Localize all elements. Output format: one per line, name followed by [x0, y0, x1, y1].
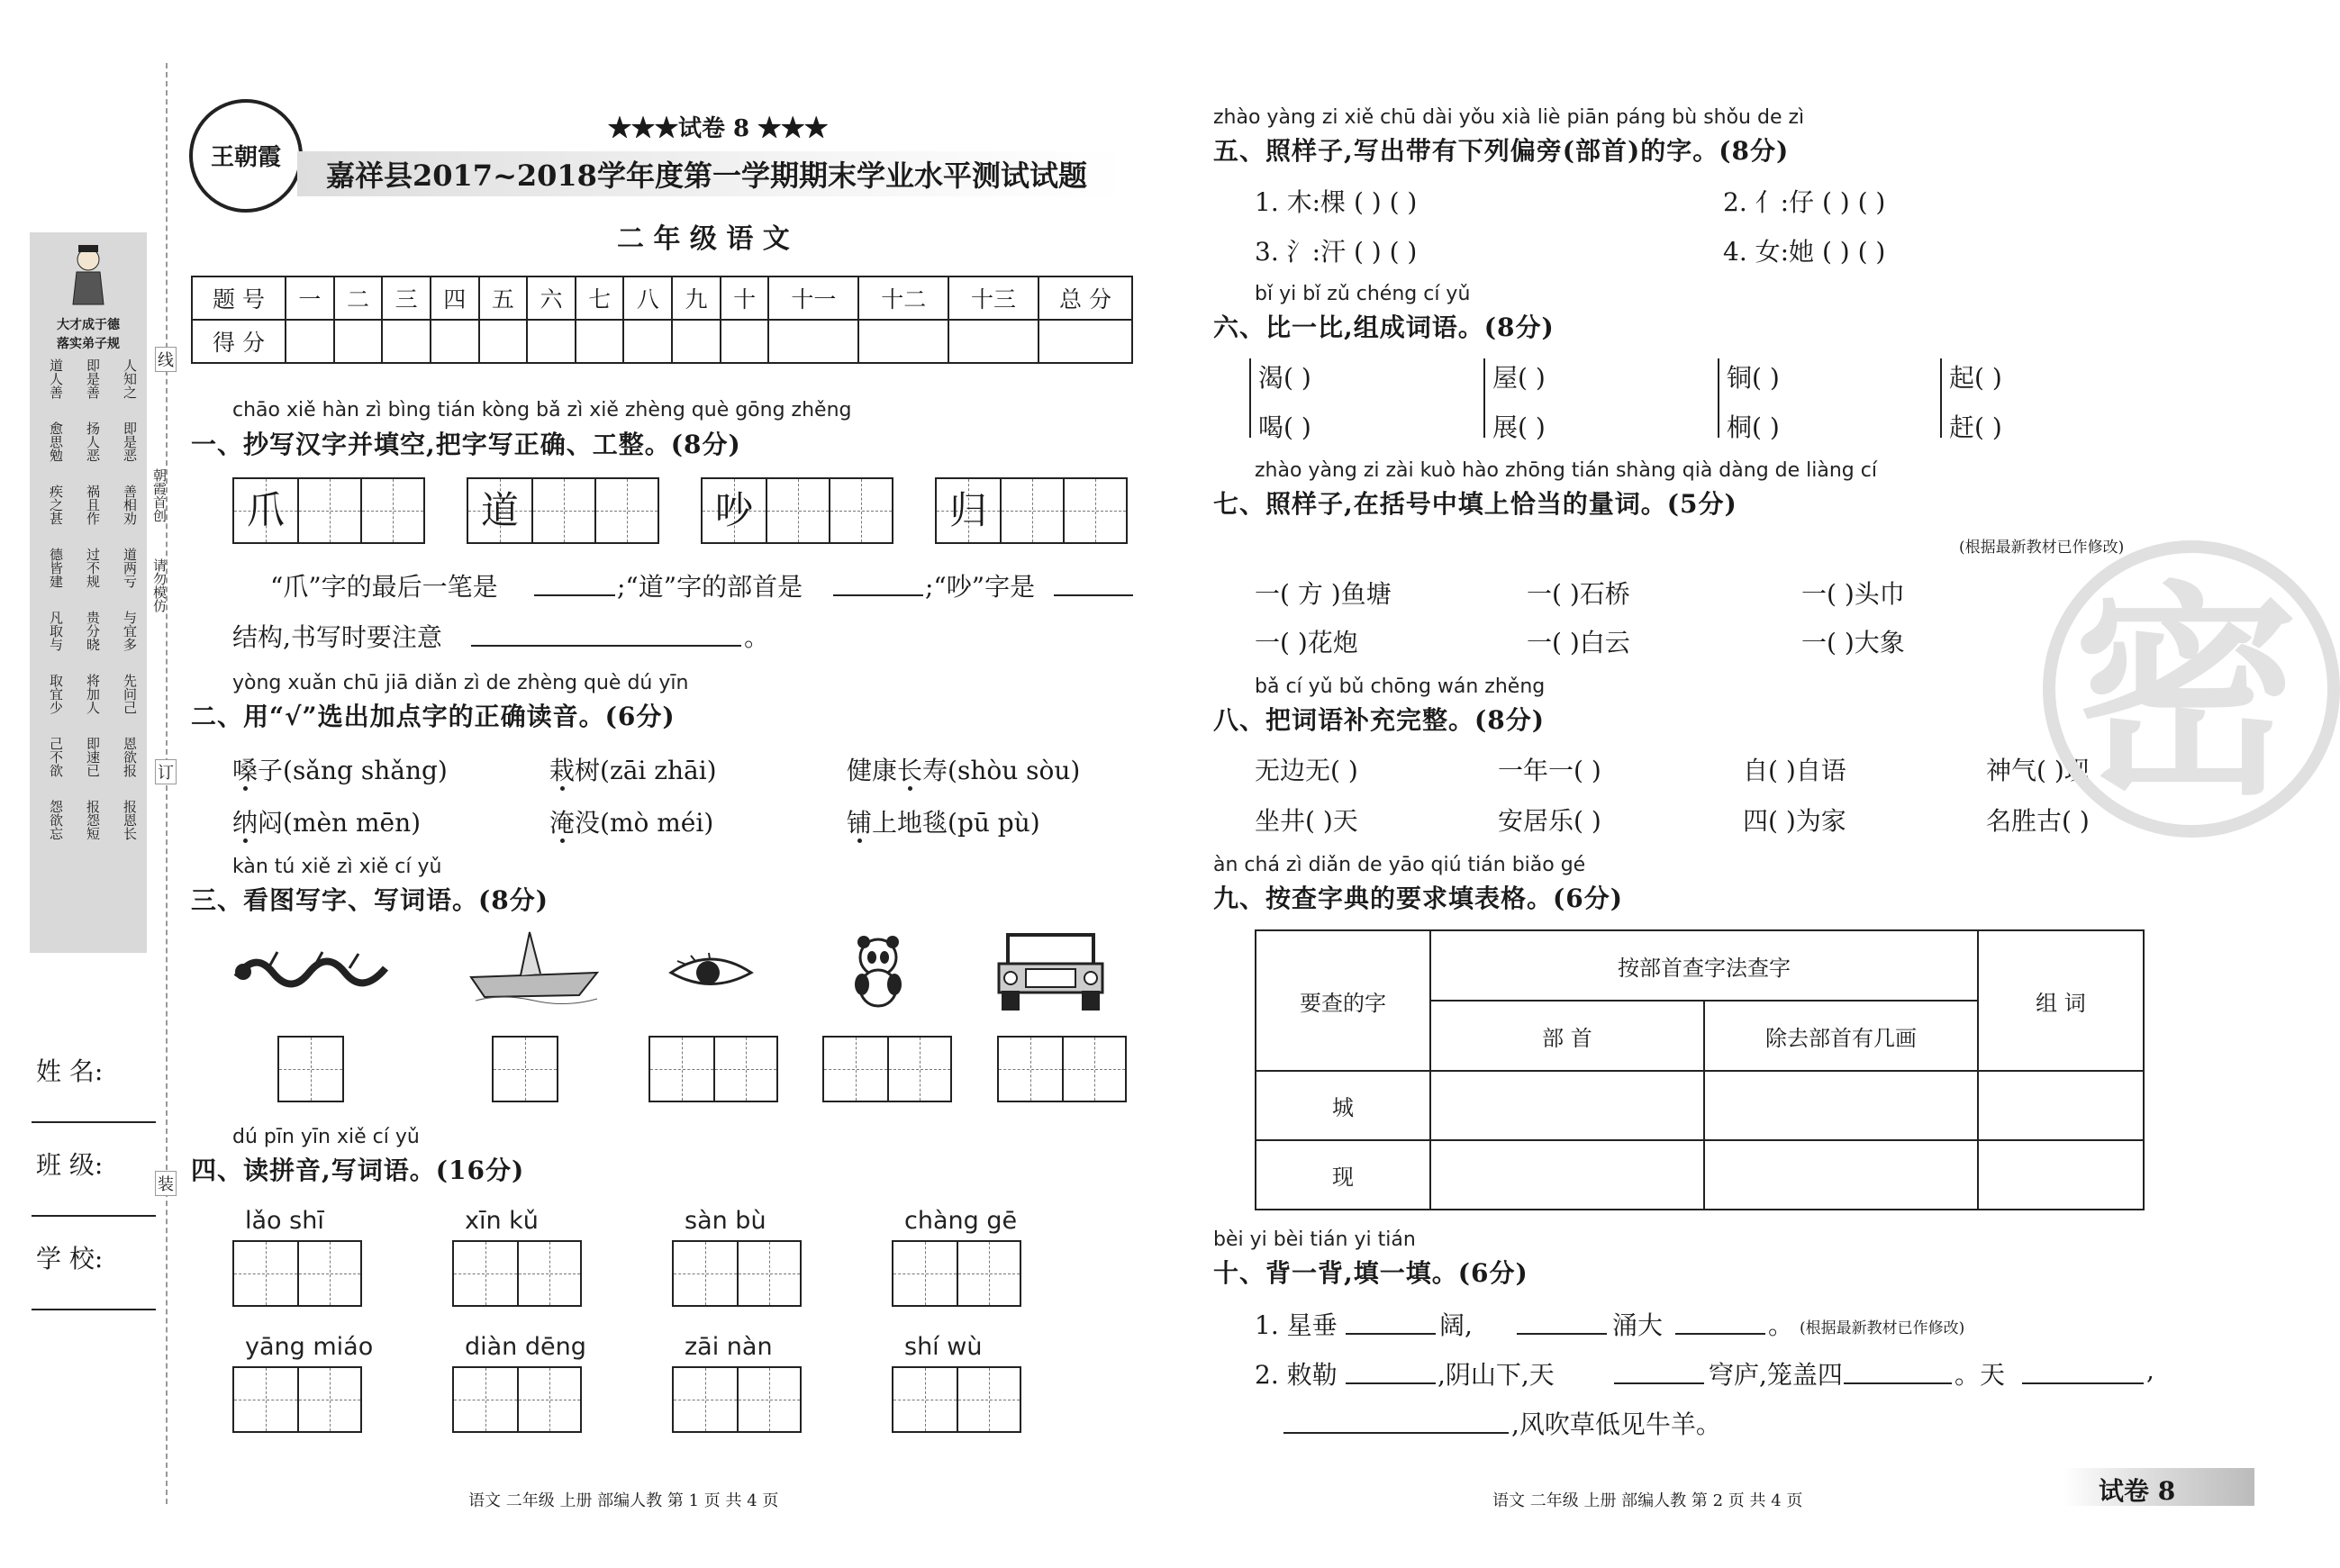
score-header-cell: 总 分 — [1038, 276, 1132, 320]
proverb-column: 即是善 — [85, 358, 101, 399]
name-field[interactable] — [32, 1121, 156, 1123]
jeep-picture — [994, 928, 1107, 1017]
subject-title: 二 年 级 语 文 — [617, 223, 790, 255]
q4-answer-grid[interactable] — [232, 1366, 362, 1433]
q7-item-3: 一( )头巾 — [1801, 579, 1905, 609]
grid-cell[interactable] — [1000, 479, 1063, 542]
score-cell[interactable] — [672, 320, 721, 363]
footer-left: 语文 二年级 上册 部编人教 第 1 页 共 4 页 — [468, 1491, 779, 1510]
proverb-column: 德皆建 — [48, 548, 64, 588]
q7-note: (根据最新教材已作修改) — [1959, 539, 2125, 557]
q2-item-5: 淹没(mò méi) — [549, 808, 714, 838]
q4-pinyin-word: lǎo shī — [245, 1207, 324, 1235]
proverb-block — [48, 358, 138, 412]
grid-cell[interactable] — [1063, 479, 1126, 542]
q1-title: 一、抄写汉字并填空,把字写正确、工整。(8分) — [191, 430, 741, 459]
grid-cell[interactable] — [893, 1368, 957, 1431]
dict-row-char: 城 — [1256, 1071, 1430, 1140]
q8-item-4: 神气( )现 — [1986, 756, 2090, 785]
logo-text: 王朝霞 — [210, 144, 281, 171]
model-character: 爪 — [246, 488, 285, 532]
proverb-block — [48, 548, 138, 602]
q8-item-8: 名胜古( ) — [1986, 806, 2090, 836]
grid-cell[interactable] — [517, 1368, 580, 1431]
proverb-block — [48, 421, 138, 476]
q4-pinyin-word: zāi nàn — [685, 1333, 773, 1361]
q6-word: 铜( ) — [1727, 363, 1780, 393]
proverb-column: 过不规 — [85, 548, 101, 588]
score-header-cell: 十一 — [768, 276, 858, 320]
score-cell[interactable] — [721, 320, 769, 363]
proverb-column: 报怨短 — [85, 800, 101, 840]
model-character: 归 — [948, 488, 987, 532]
q1-copy-grid[interactable] — [701, 477, 893, 544]
q10-2b: ,阴山下,天 — [1438, 1360, 1555, 1390]
fold-mark-ding: 订 — [155, 759, 177, 784]
proverb-column: 己不欲 — [48, 737, 64, 777]
watermark-text: 密 — [2073, 560, 2299, 825]
grid-cell[interactable] — [234, 1242, 297, 1305]
q8-item-5: 坐井( )天 — [1255, 806, 1358, 836]
q6-word: 赶( ) — [1949, 412, 2002, 442]
q4-answer-grid[interactable] — [232, 1240, 362, 1307]
q1-blank-4[interactable] — [471, 645, 741, 647]
q1-blank-text-b: ;“道”字的部首是 — [617, 572, 803, 602]
q10-blank-5[interactable] — [1614, 1382, 1704, 1384]
fold-mark-original: 朝霞首创 — [151, 468, 168, 522]
dict-cell[interactable] — [1978, 1140, 2144, 1210]
dict-row-char: 现 — [1256, 1140, 1430, 1210]
q10-blank-7[interactable] — [2022, 1382, 2144, 1384]
score-header-cell: 七 — [576, 276, 624, 320]
q4-answer-grid[interactable] — [452, 1366, 582, 1433]
q8-item-6: 安居乐( ) — [1498, 806, 1601, 836]
proverb-column: 将加人 — [85, 674, 101, 714]
q10-2a: 2. 敕勒 — [1255, 1360, 1338, 1390]
proverb-column: 即速已 — [85, 737, 101, 777]
q6-brace — [1718, 358, 1719, 438]
dict-head-radical: 部 首 — [1430, 1001, 1704, 1071]
grid-cell[interactable] — [737, 1368, 800, 1431]
grid-cell[interactable] — [517, 1242, 580, 1305]
fold-mark-nocopy: 请勿模仿 — [151, 558, 168, 612]
grid-cell[interactable] — [713, 1038, 776, 1101]
q10-blank-4[interactable] — [1346, 1382, 1436, 1384]
grid-cell[interactable] — [829, 479, 892, 542]
q10-blank-3[interactable] — [1675, 1333, 1765, 1335]
proverb-column: 贵分晓 — [85, 611, 101, 651]
q4-answer-grid[interactable] — [672, 1366, 802, 1433]
score-header-cell: 十 — [721, 276, 769, 320]
score-cell[interactable] — [286, 320, 334, 363]
name-label: 姓 名: — [36, 1056, 104, 1086]
q4-pinyin-word: yāng miáo — [245, 1333, 374, 1361]
score-header-cell: 十三 — [948, 276, 1038, 320]
q10-blank-2[interactable] — [1517, 1333, 1607, 1335]
q10-3: ,风吹草低见牛羊。 — [1511, 1409, 1721, 1439]
q4-pinyin-word: sàn bù — [685, 1207, 766, 1235]
q3-answer-grid[interactable] — [997, 1036, 1127, 1102]
q2-item-4: 纳闷(mèn mēn) — [232, 808, 422, 838]
q6-brace — [1940, 358, 1942, 438]
grid-cell[interactable] — [468, 479, 531, 542]
grid-cell[interactable] — [360, 479, 423, 542]
q6-word: 渴( ) — [1258, 363, 1311, 393]
grid-cell[interactable] — [454, 1368, 517, 1431]
q1-copy-grid[interactable] — [232, 477, 425, 544]
q5-item-3: 3. 氵:汗 ( ) ( ) — [1255, 237, 1418, 267]
q1-copy-grid[interactable] — [935, 477, 1128, 544]
q4-answer-grid[interactable] — [672, 1240, 802, 1307]
motto-2: 落实弟子规 — [57, 337, 120, 351]
q1-line2-end: 。 — [744, 622, 770, 652]
score-cell[interactable] — [382, 320, 431, 363]
proverb-column: 善相劝 — [122, 485, 138, 525]
paper-tag-footer — [2063, 1468, 2254, 1506]
model-character: 道 — [480, 488, 519, 532]
class-label: 班 级: — [36, 1150, 104, 1180]
q6-word: 桐( ) — [1727, 412, 1780, 442]
score-header-row — [192, 276, 1132, 320]
proverb-block — [48, 485, 138, 539]
score-cell[interactable] — [948, 320, 1038, 363]
q2-item-1: 嗓子(sǎng shǎng) — [232, 756, 448, 785]
logo — [189, 99, 303, 213]
scholar-figure — [66, 243, 111, 306]
q1-blank-2[interactable] — [833, 594, 923, 596]
grid-cell[interactable] — [1062, 1038, 1125, 1101]
q2-item-6: 铺上地毯(pū pù) — [847, 808, 1040, 838]
q5-item-2: 2. 亻:仔 ( ) ( ) — [1723, 187, 1886, 217]
proverb-column: 恩欲报 — [122, 737, 138, 777]
q10-blank-1[interactable] — [1346, 1333, 1436, 1335]
grid-cell[interactable] — [234, 1368, 297, 1431]
grid-cell[interactable] — [957, 1242, 1020, 1305]
grid-cell[interactable] — [937, 479, 1000, 542]
q7-item-2: 一( )石桥 — [1527, 579, 1630, 609]
grid-cell[interactable] — [893, 1242, 957, 1305]
score-header-cell: 六 — [527, 276, 576, 320]
proverb-column: 祸且作 — [85, 485, 101, 525]
q4-answer-grid[interactable] — [892, 1366, 1021, 1433]
q1-blank-1[interactable] — [534, 594, 615, 596]
q6-word: 屋( ) — [1492, 363, 1546, 393]
q3-answer-grid[interactable] — [492, 1036, 558, 1102]
dict-head-strokes: 除去部首有几画 — [1704, 1001, 1978, 1071]
q4-answer-grid[interactable] — [892, 1240, 1021, 1307]
grid-cell[interactable] — [824, 1038, 887, 1101]
q10-note: (根据最新教材已作修改) — [1800, 1319, 1965, 1337]
score-header-cell: 三 — [382, 276, 431, 320]
score-header-cell: 十二 — [858, 276, 948, 320]
panda-picture — [842, 932, 914, 1012]
q4-title: 四、读拼音,写词语。(16分) — [191, 1156, 525, 1185]
grid-cell[interactable] — [674, 1242, 737, 1305]
score-cell[interactable] — [858, 320, 948, 363]
fold-mark-zhuang: 装 — [155, 1171, 177, 1196]
q6-brace — [1249, 358, 1251, 438]
dict-cell[interactable] — [1430, 1071, 1704, 1140]
q8-item-2: 一年一( ) — [1498, 756, 1601, 785]
motto-1: 大才成于德 — [57, 318, 120, 332]
q5-item-4: 4. 女:她 ( ) ( ) — [1723, 237, 1886, 267]
proverb-column: 人知之 — [122, 358, 138, 399]
proverb-column: 道两亏 — [122, 548, 138, 588]
score-header-cell: 题 号 — [192, 276, 286, 320]
grid-cell[interactable] — [737, 1242, 800, 1305]
class-field[interactable] — [32, 1215, 156, 1217]
q8-item-1: 无边无( ) — [1255, 756, 1358, 785]
score-value-row — [192, 320, 1132, 363]
score-cell[interactable] — [623, 320, 672, 363]
secret-watermark — [2043, 540, 2340, 838]
score-header-cell: 一 — [286, 276, 334, 320]
grid-cell[interactable] — [297, 479, 360, 542]
grid-cell[interactable] — [674, 1368, 737, 1431]
q1-blank-3[interactable] — [1054, 594, 1133, 596]
q10-blank-6[interactable] — [1844, 1382, 1952, 1384]
q4-pinyin-word: chàng gē — [904, 1207, 1018, 1235]
q4-pinyin-word: diàn dēng — [465, 1333, 586, 1361]
q5-pinyin: zhào yàng zi xiě chū dài yǒu xià liè piān páng bù shǒu de zì — [1213, 106, 1805, 129]
q8-pinyin: bǎ cí yǔ bǔ chōng wán zhěng — [1255, 675, 1546, 698]
score-header-cell: 五 — [479, 276, 528, 320]
dict-head-char: 要查的字 — [1256, 930, 1430, 1071]
dict-head-group: 按部首查字法查字 — [1430, 930, 1978, 1001]
q4-pinyin-word: shí wù — [904, 1333, 983, 1361]
proverb-column: 报恩长 — [122, 800, 138, 840]
grid-cell[interactable] — [594, 479, 658, 542]
footer-right: 语文 二年级 上册 部编人教 第 2 页 共 4 页 — [1492, 1491, 1803, 1510]
score-header-cell: 九 — [672, 276, 721, 320]
q7-pinyin: zhào yàng zi zài kuò hào zhōng tián shàng qià dàng de liàng cí — [1255, 459, 1877, 482]
exam-title: 嘉祥县2017~2018学年度第一学期期末学业水平测试试题 — [326, 159, 1087, 193]
grid-cell[interactable] — [887, 1038, 950, 1101]
grid-cell[interactable] — [454, 1242, 517, 1305]
q3-pinyin: kàn tú xiě zì xiě cí yǔ — [232, 856, 442, 878]
q8-item-7: 四( )为家 — [1743, 806, 1846, 836]
q6-brace — [1483, 358, 1485, 438]
grid-cell[interactable] — [297, 1242, 360, 1305]
grid-cell[interactable] — [297, 1368, 360, 1431]
q5-title: 五、照样子,写出带有下列偏旁(部首)的字。(8分) — [1213, 136, 1790, 166]
q10-2c: 穹庐,笼盖四 — [1709, 1360, 1843, 1390]
school-label: 学 校: — [36, 1244, 104, 1273]
dict-cell[interactable] — [1430, 1140, 1704, 1210]
score-cell[interactable] — [479, 320, 528, 363]
q6-title: 六、比一比,组成词语。(8分) — [1213, 313, 1555, 342]
proverb-column: 道人善 — [48, 358, 64, 399]
dict-head-words: 组 词 — [1978, 930, 2144, 1071]
q3-title: 三、看图写字、写词语。(8分) — [191, 885, 549, 915]
eye-picture — [668, 950, 754, 999]
q6-pinyin: bǐ yi bǐ zǔ chéng cí yǔ — [1255, 283, 1471, 305]
q1-pinyin: chāo xiě hàn zì bìng tián kòng bǎ zì xiě zhèng què gōng zhěng — [232, 399, 852, 421]
q3-answer-grid[interactable] — [277, 1036, 344, 1102]
score-cell[interactable] — [334, 320, 383, 363]
q7-item-4: 一( )花炮 — [1255, 628, 1358, 657]
grid-cell[interactable] — [999, 1038, 1062, 1101]
dict-cell[interactable] — [1704, 1140, 1978, 1210]
proverb-list — [48, 358, 138, 863]
grid-cell[interactable] — [531, 479, 594, 542]
proverb-column: 怨欲忘 — [48, 800, 64, 840]
score-header-cell: 八 — [623, 276, 672, 320]
q10-1a: 1. 星垂 — [1255, 1310, 1338, 1340]
proverb-block — [48, 737, 138, 791]
proverb-column: 与宜多 — [122, 611, 138, 651]
paper-tag: ★★★试卷 8 ★★★ — [608, 115, 829, 142]
q10-1d: 。 — [1768, 1310, 1794, 1340]
score-cell[interactable] — [527, 320, 576, 363]
q2-item-2: 栽树(zāi zhāi) — [549, 756, 717, 785]
score-cell[interactable] — [768, 320, 858, 363]
q5-item-1: 1. 木:棵 ( ) ( ) — [1255, 187, 1418, 217]
grid-cell[interactable] — [957, 1368, 1020, 1431]
score-header-cell: 二 — [334, 276, 383, 320]
score-table — [191, 276, 1133, 364]
proverb-column: 先问己 — [122, 674, 138, 714]
q3-answer-grid[interactable] — [822, 1036, 952, 1102]
q6-word: 喝( ) — [1258, 412, 1311, 442]
dragon-picture — [232, 941, 395, 1008]
score-header-cell: 四 — [431, 276, 479, 320]
q1-copy-grid[interactable] — [467, 477, 659, 544]
paper-tag-text: 试卷 8 — [2099, 1476, 2176, 1506]
grid-cell[interactable] — [234, 479, 297, 542]
fold-mark-xian: 线 — [155, 347, 177, 372]
q4-pinyin-word: xīn kǔ — [465, 1207, 539, 1235]
q1-blank-text-c: ;“吵”字是 — [925, 572, 1036, 602]
dict-cell[interactable] — [1978, 1071, 2144, 1140]
q10-title: 十、背一背,填一填。(6分) — [1213, 1258, 1528, 1288]
q4-pinyin: dú pīn yīn xiě cí yǔ — [232, 1126, 420, 1148]
q10-blank-8[interactable] — [1283, 1432, 1509, 1434]
q9-title: 九、按查字典的要求填表格。(6分) — [1213, 884, 1623, 913]
q6-word: 起( ) — [1949, 363, 2002, 393]
proverb-column: 取宜少 — [48, 674, 64, 714]
q1-blank-text-a: “爪”字的最后一笔是 — [270, 572, 498, 602]
q7-item-5: 一( )白云 — [1527, 628, 1630, 657]
q8-title: 八、把词语补充完整。(8分) — [1213, 705, 1545, 735]
q6-word: 展( ) — [1492, 412, 1546, 442]
dictionary-table — [1255, 929, 2145, 1210]
grid-cell[interactable] — [279, 1038, 342, 1101]
proverb-column: 凡取与 — [48, 611, 64, 651]
q10-2e: , — [2146, 1355, 2154, 1385]
score-cell[interactable] — [1038, 320, 1132, 363]
q1-line2-text: 结构,书写时要注意 — [232, 622, 442, 652]
q2-item-3: 健康长寿(shòu sòu) — [847, 756, 1081, 785]
dict-cell[interactable] — [1704, 1071, 1978, 1140]
q2-pinyin: yòng xuǎn chū jiā diǎn zì de zhèng què dú yīn — [232, 672, 689, 694]
q3-answer-grid[interactable] — [648, 1036, 778, 1102]
proverb-block — [48, 674, 138, 728]
school-field[interactable] — [32, 1309, 156, 1310]
q10-pinyin: bèi yi bèi tián yi tián — [1213, 1228, 1416, 1251]
q10-2d: 。天 — [1955, 1360, 2006, 1390]
margin-banner — [30, 232, 147, 953]
q4-answer-grid[interactable] — [452, 1240, 582, 1307]
proverb-column: 疾之甚 — [48, 485, 64, 525]
q8-item-3: 自( )自语 — [1743, 756, 1846, 785]
q7-item-6: 一( )大象 — [1801, 628, 1905, 657]
q7-title: 七、照样子,在括号中填上恰当的量词。(5分) — [1213, 489, 1737, 519]
score-cell[interactable] — [576, 320, 624, 363]
proverb-column: 愈思勉 — [48, 421, 64, 462]
score-cell[interactable] — [431, 320, 479, 363]
q7-item-1: 一( 方 )鱼塘 — [1255, 579, 1392, 609]
model-character: 吵 — [714, 488, 753, 532]
q2-title: 二、用“√”选出加点字的正确读音。(6分) — [191, 702, 676, 731]
q10-1c: 涌大 — [1612, 1310, 1664, 1340]
grid-cell[interactable] — [494, 1038, 557, 1101]
proverb-block — [48, 611, 138, 665]
score-row-label: 得 分 — [192, 320, 286, 363]
grid-cell[interactable] — [703, 479, 766, 542]
proverb-column: 即是恶 — [122, 421, 138, 462]
grid-cell[interactable] — [650, 1038, 713, 1101]
q10-1b: 阔, — [1439, 1310, 1473, 1340]
q9-pinyin: àn chá zì diǎn de yāo qiú tián biǎo gé — [1213, 854, 1586, 876]
ship-picture — [467, 923, 602, 1008]
grid-cell[interactable] — [766, 479, 829, 542]
proverb-block — [48, 800, 138, 854]
proverb-column: 扬人恶 — [85, 421, 101, 462]
